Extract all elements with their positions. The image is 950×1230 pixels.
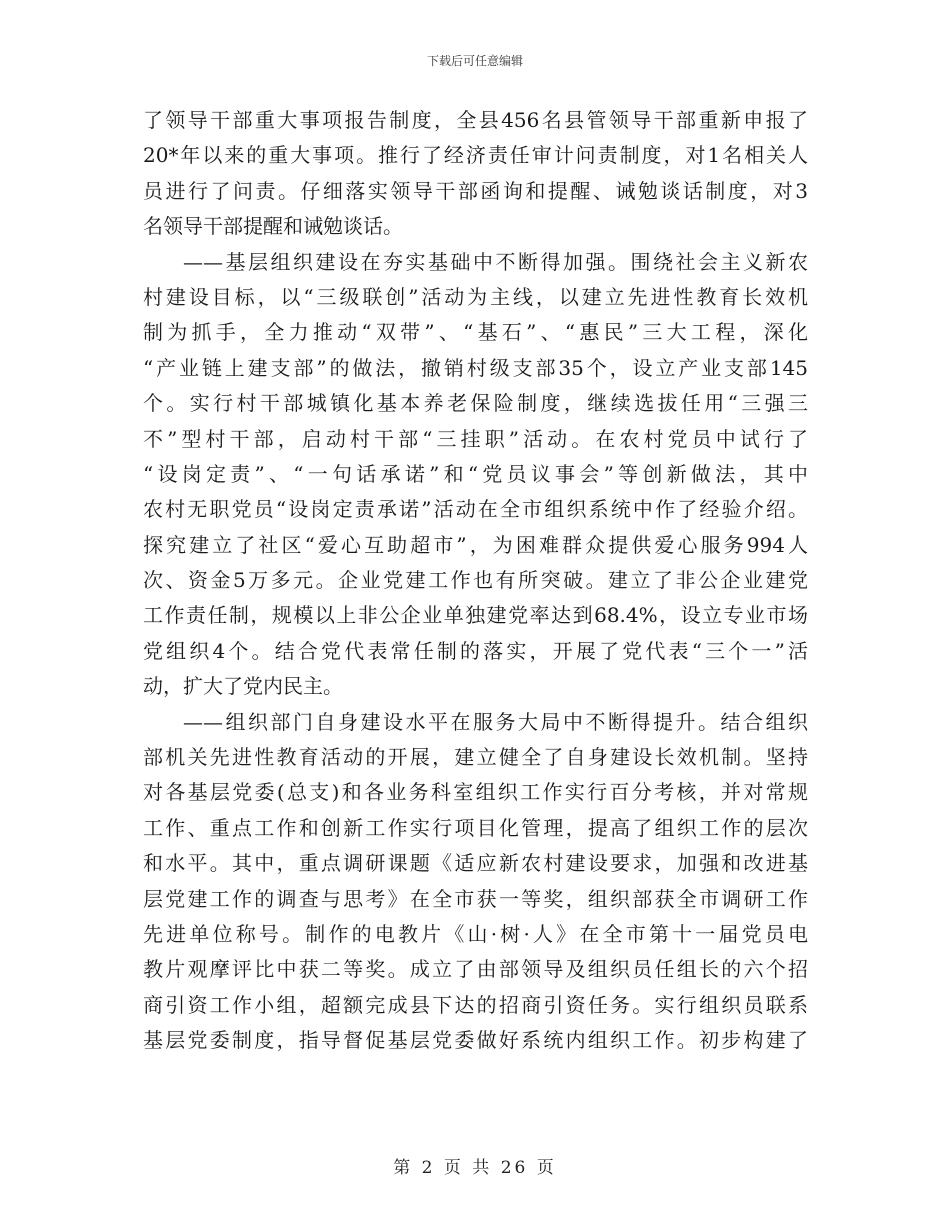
text-line: 党组织4个。结合党代表常任制的落实，开展了党代表“三个一”活: [143, 638, 808, 663]
text-line: 名领导干部提醒和诫勉谈话。: [143, 214, 403, 239]
paragraph-heading-line: ——基层组织建设在夯实基础中不断得加强。围绕社会主义新农: [183, 249, 808, 274]
paragraph-heading-line: ——组织部门自身建设水平在服务大局中不断得提升。结合组织: [183, 709, 808, 734]
text-line: 农村无职党员“设岗定责承诺”活动在全市组织系统中作了经验介绍。: [143, 497, 808, 522]
text-line: 探究建立了社区“爱心互助超市”，为困难群众提供爱心服务994人: [143, 532, 808, 557]
text-line: 个。实行村干部城镇化基本养老保险制度，继续选拔任用“三强三: [143, 391, 808, 416]
text-line: 不”型村干部，启动村干部“三挂职”活动。在农村党员中试行了: [143, 426, 808, 451]
text-line: 层党建工作的调查与思考》在全市获一等奖，组织部获全市调研工作: [143, 886, 808, 911]
text-line: 村建设目标，以“三级联创”活动为主线，以建立先进性教育长效机: [143, 284, 808, 309]
text-line: 基层党委制度，指导督促基层党委做好系统内组织工作。初步构建了: [143, 1028, 808, 1053]
text-line: 了领导干部重大事项报告制度，全县456名县管领导干部重新申报了: [143, 108, 808, 132]
text-line: 动，扩大了党内民主。: [143, 674, 343, 699]
text-line: 次、资金5万多元。企业党建工作也有所突破。建立了非公企业建党: [143, 568, 808, 593]
document-body: [143, 103, 808, 1059]
page-number-footer: 第 2 页 共 26 页: [393, 1158, 557, 1178]
text-line: 20*年以来的重大事项。推行了经济责任审计问责制度，对1名相关人: [143, 143, 808, 168]
text-line: 制为抓手，全力推动“双带”、“基石”、“惠民”三大工程，深化: [143, 320, 808, 345]
text-line: 商引资工作小组，超额完成县下达的招商引资任务。实行组织员联系: [143, 992, 808, 1017]
text-line: 和水平。其中，重点调研课题《适应新农村建设要求，加强和改进基: [143, 851, 808, 876]
text-line: 部机关先进性教育活动的开展，建立健全了自身建设长效机制。坚持: [143, 745, 808, 770]
text-line: 工作责任制，规模以上非公企业单独建党率达到68.4%，设立专业市场: [143, 603, 808, 628]
text-line: 员进行了问责。仔细落实领导干部函询和提醒、诫勉谈话制度，对3: [143, 178, 808, 203]
text-line: 工作、重点工作和创新工作实行项目化管理，提高了组织工作的层次: [143, 815, 808, 840]
text-line: “产业链上建支部”的做法，撤销村级支部35个，设立产业支部145: [143, 355, 808, 380]
page-header-note: 下载后可任意编辑: [426, 54, 523, 68]
text-line: 教片观摩评比中获二等奖。成立了由部领导及组织员任组长的六个招: [143, 957, 808, 982]
text-line: 对各基层党委(总支)和各业务科室组织工作实行百分考核，并对常规: [143, 780, 808, 805]
text-line: “设岗定责”、“一句话承诺”和“党员议事会”等创新做法，其中: [143, 461, 808, 486]
text-line: 先进单位称号。制作的电教片《山·树·人》在全市第十一届党员电: [143, 921, 808, 946]
